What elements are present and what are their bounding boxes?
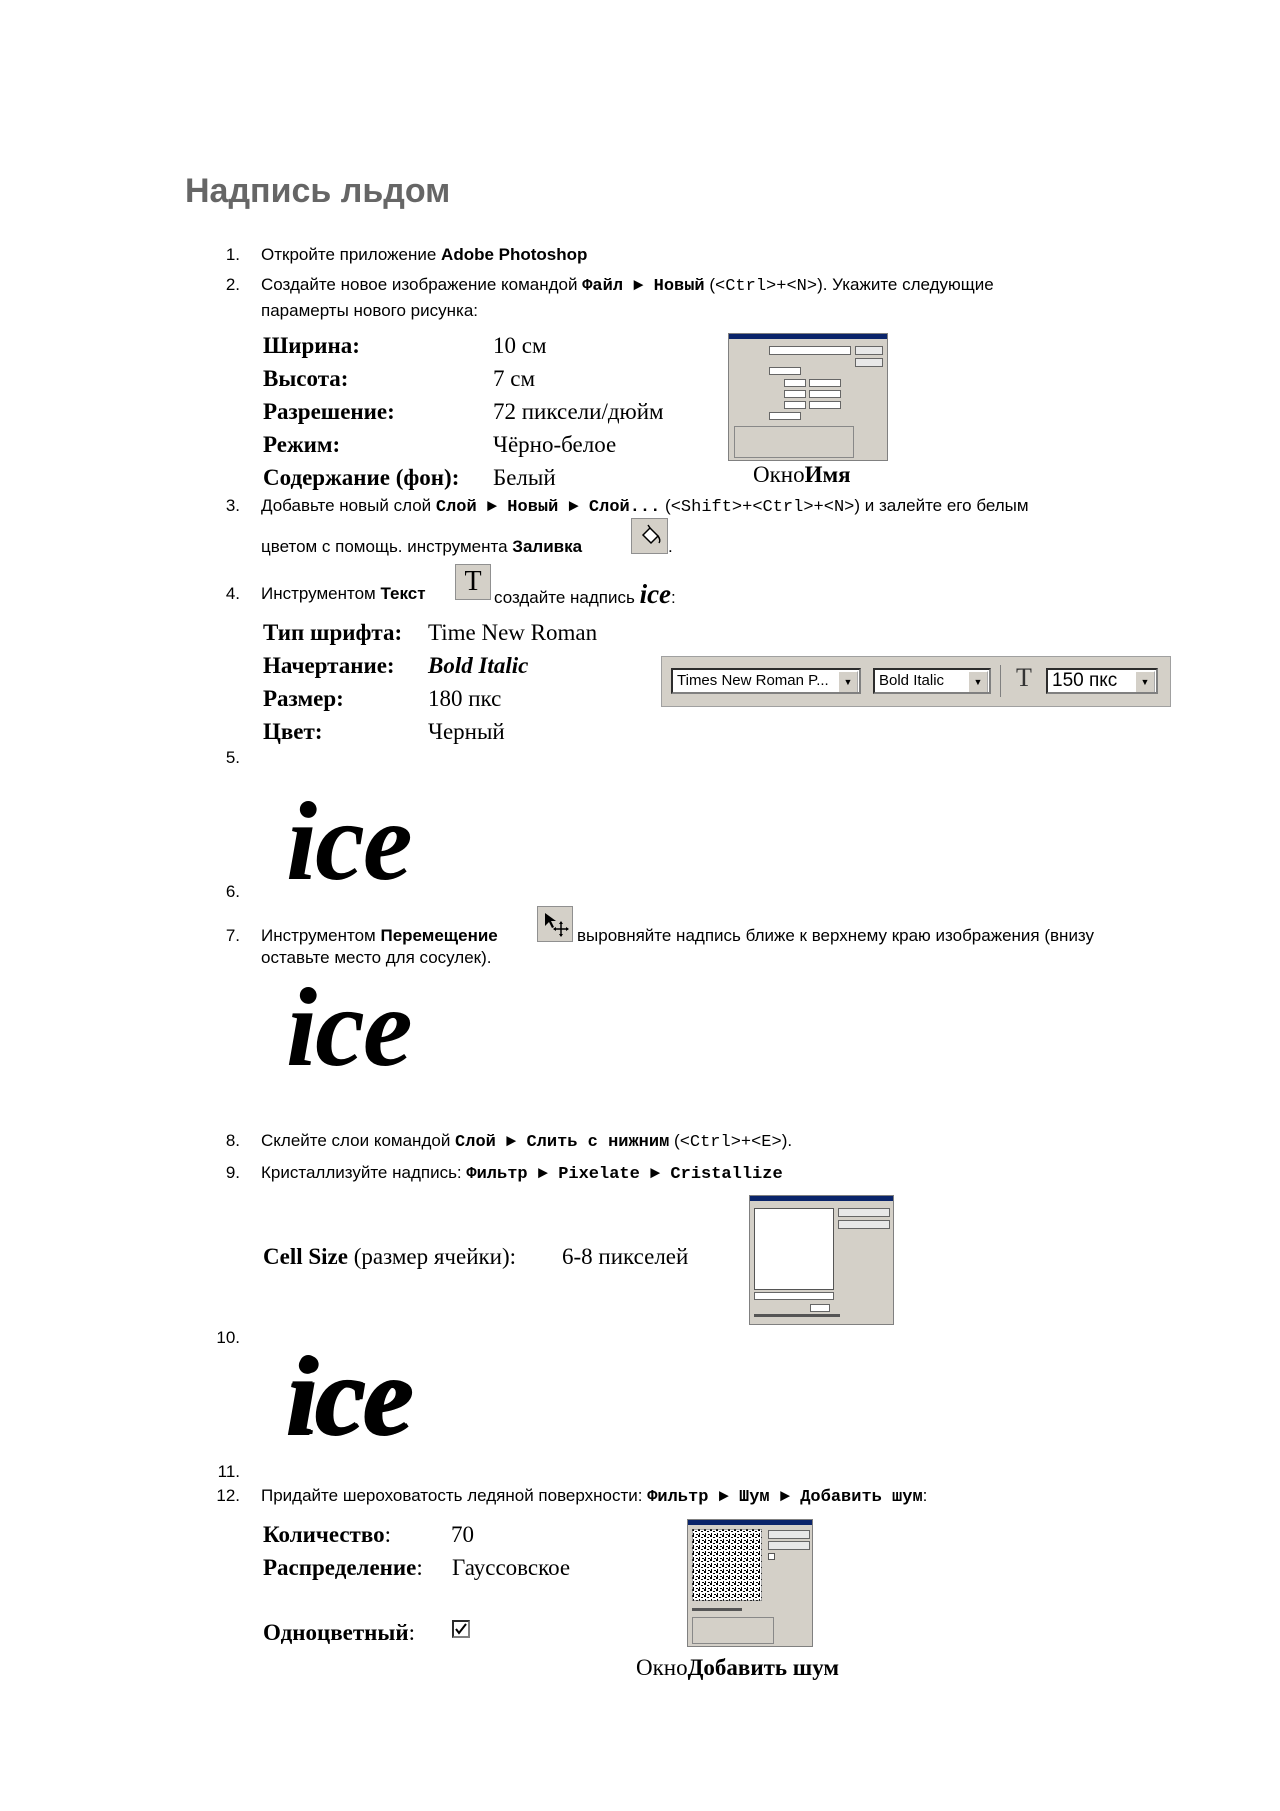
step-number: 7. (225, 926, 240, 945)
add-noise-dialog-thumbnail (687, 1519, 813, 1647)
resolution-field (784, 401, 806, 409)
param-label: Тип шрифта: (263, 620, 403, 645)
step-number: 6. (225, 882, 240, 901)
monochrome-label: Одноцветный (263, 1620, 409, 1645)
page-title: Надпись льдом (185, 172, 451, 210)
param-label: Разрешение: (263, 399, 395, 424)
amount-label: Количество (263, 1522, 385, 1547)
step-3-line2-prefix: цветом с помощь. инструмента (261, 537, 513, 556)
step-2-paren: ( (704, 275, 716, 294)
caption-bold: Добавить шум (687, 1655, 840, 1680)
step-2-text (261, 273, 1161, 323)
step-number: 9. (225, 1163, 240, 1182)
step-8-paren: ( (669, 1131, 680, 1150)
font-family-select (671, 668, 861, 694)
step-8-prefix: Склейте слои командой (261, 1131, 456, 1150)
mode-field (769, 412, 801, 420)
ice-word-inline: ice (639, 579, 672, 609)
resolution-unit (809, 401, 841, 409)
name-field (769, 346, 851, 355)
ice-crystallized-image: ice (286, 1334, 411, 1458)
param-label: Режим: (263, 432, 341, 457)
new-image-dialog-thumbnail (728, 333, 888, 461)
step-9-text (261, 1161, 783, 1187)
noise-amount-param (263, 1522, 391, 1548)
menu-command: Слой ► Новый ► Слой... (435, 498, 661, 517)
cell-size-param (263, 1244, 516, 1270)
param-label: Ширина: (263, 333, 360, 358)
shortcut: <Ctrl>+<E> (679, 1133, 782, 1152)
param-label: Начертание: (263, 653, 395, 678)
checkmark-icon (454, 1622, 468, 1636)
param-value: Bold Italic (428, 653, 529, 678)
param-label: Высота: (263, 366, 349, 391)
step-number: 10. (216, 1328, 240, 1347)
ok-button (838, 1208, 890, 1217)
monochrome-checkbox (452, 1620, 470, 1638)
param-value: Time New Roman (428, 620, 598, 645)
app-name: Adobe Photoshop (441, 245, 588, 264)
menu-command: Слой ► (455, 1133, 527, 1152)
width-field (784, 379, 806, 387)
shortcut: <Shift>+<Ctrl>+<N> (670, 498, 855, 517)
menu-command-2: Добавить шум (800, 1488, 923, 1507)
height-field (784, 390, 806, 398)
step-4-prefix (261, 582, 426, 606)
param-value: 10 см (493, 333, 547, 358)
cancel-button (838, 1220, 890, 1229)
cell-size-field (810, 1304, 830, 1312)
step-8-text (261, 1129, 792, 1155)
height-unit (809, 390, 841, 398)
param-value: 7 см (493, 366, 536, 391)
dialog-caption-name (753, 462, 851, 488)
step-number: 11. (217, 1462, 240, 1481)
chevron-down-icon: ▼ (1135, 671, 1155, 693)
step-7-prefix-text: Инструментом (261, 926, 381, 945)
step-number: 5. (225, 748, 240, 767)
ice-text-image: ice (286, 966, 411, 1090)
menu-command: Файл ► Новый (582, 277, 705, 296)
crystallize-dialog-thumbnail (749, 1195, 894, 1325)
preview-checkbox (768, 1553, 775, 1560)
step-3-prefix: Добавьте новый слой (261, 496, 436, 515)
dialog-titlebar (729, 334, 887, 339)
font-size-select (1046, 668, 1158, 694)
amount-colon: : (384, 1522, 392, 1547)
step-12-text (261, 1484, 927, 1510)
step-number: 12. (216, 1486, 240, 1505)
menu-command-2: Слить с нижним (526, 1133, 670, 1152)
menu-command: Фильтр ► Pixelate ► Cristallize (466, 1165, 783, 1184)
caption-bold: Имя (804, 462, 851, 487)
caption-prefix: Окно (753, 462, 805, 487)
step-number: 1. (225, 245, 240, 264)
step-7-suffix: выровняйте надпись ближе к верхнему краю изображения (внизу (577, 926, 1095, 945)
cell-size-label-rest: (размер ячейки): (347, 1244, 517, 1269)
ice-text-image: ice (286, 780, 411, 904)
step-4-mid: создайте надпись (494, 588, 640, 607)
step-3-line2 (261, 535, 582, 559)
menu-command: Фильтр ► Шум ► (647, 1488, 801, 1507)
param-value: Белый (493, 465, 556, 490)
width-unit (809, 379, 841, 387)
step-12-prefix: Придайте шероховатость ледяной поверхности: (261, 1486, 648, 1505)
font-family-value: Times New Roman P... (677, 672, 829, 689)
step-1-text (261, 243, 587, 267)
cancel-button (768, 1541, 810, 1550)
step-2-line2: парамерты нового рисунка: (261, 301, 478, 320)
noise-preview (692, 1529, 762, 1601)
toolbar-divider (1000, 665, 1001, 697)
ok-button (768, 1530, 810, 1539)
dialog-titlebar (750, 1196, 893, 1201)
contents-group (734, 426, 854, 458)
text-tool-icon: T (455, 564, 491, 600)
param-label: Размер: (263, 686, 344, 711)
cell-size-value: 6-8 пикселей (562, 1244, 689, 1269)
step-3-paren: ( (660, 496, 671, 515)
preset-field (769, 367, 801, 375)
zoom-bar (754, 1292, 834, 1300)
paint-bucket-icon (631, 518, 668, 554)
font-size-value: 150 пкс (1052, 670, 1118, 691)
step-4-colon: : (671, 588, 676, 607)
step-4-suffix (494, 579, 676, 610)
cell-size-slider (754, 1314, 840, 1317)
param-value: Черный (428, 719, 505, 744)
param-label: Цвет: (263, 719, 323, 744)
ok-button (855, 346, 883, 355)
monochrome-colon: : (408, 1620, 416, 1645)
noise-monochrome-param (263, 1620, 415, 1646)
step-3-dot: . (668, 537, 673, 556)
step-number: 2. (225, 275, 240, 294)
caption-prefix: Окно (636, 1655, 688, 1680)
step-7-prefix (261, 924, 498, 948)
distribution-colon: : (416, 1555, 423, 1580)
param-label: Содержание (фон): (263, 465, 460, 490)
amount-value: 70 (451, 1522, 474, 1547)
noise-distribution-param (263, 1555, 423, 1581)
shortcut: <Ctrl>+<N> (715, 277, 818, 296)
step-number: 8. (225, 1131, 240, 1150)
font-style-select (873, 668, 991, 694)
text-options-toolbar (661, 656, 1171, 707)
move-tool-icon (537, 906, 573, 942)
step-2-suffix: ). Укажите следующие (817, 275, 994, 294)
chevron-down-icon: ▼ (838, 671, 858, 693)
distribution-value: Гауссовское (452, 1555, 571, 1580)
step-12-colon: : (922, 1486, 928, 1505)
font-size-icon: T (1016, 663, 1032, 692)
param-value: 180 пкс (428, 686, 502, 711)
cancel-button (855, 358, 883, 367)
step-9-prefix: Кристаллизуйте надпись: (261, 1163, 467, 1182)
distribution-label: Распределение (263, 1555, 417, 1580)
step-3-text (261, 494, 1161, 520)
step-1-prefix: Откройте приложение (261, 245, 442, 264)
step-3-suffix: ) и залейте его белым (854, 496, 1029, 515)
step-2-prefix: Создайте новое изображение командой (261, 275, 583, 294)
tool-name: Заливка (512, 537, 583, 556)
step-8-suffix: ). (781, 1131, 793, 1150)
amount-slider (692, 1608, 742, 1611)
step-number: 3. (225, 496, 240, 515)
dialog-caption-noise (636, 1655, 839, 1681)
step-4-prefix-text: Инструментом (261, 584, 381, 603)
step-7-line2: оставьте место для сосулек). (261, 948, 492, 967)
font-style-value: Bold Italic (879, 672, 945, 689)
preview-area (754, 1208, 834, 1290)
dialog-titlebar (688, 1520, 812, 1525)
chevron-down-icon: ▼ (968, 671, 988, 693)
param-value: 72 пиксели/дюйм (493, 399, 664, 424)
param-value: Чёрно-белое (493, 432, 617, 457)
tool-name: Текст (380, 584, 426, 603)
step-number: 4. (225, 584, 240, 603)
distribution-group (692, 1617, 774, 1644)
tool-name: Перемещение (380, 926, 498, 945)
cell-size-label: Cell Size (263, 1244, 348, 1269)
